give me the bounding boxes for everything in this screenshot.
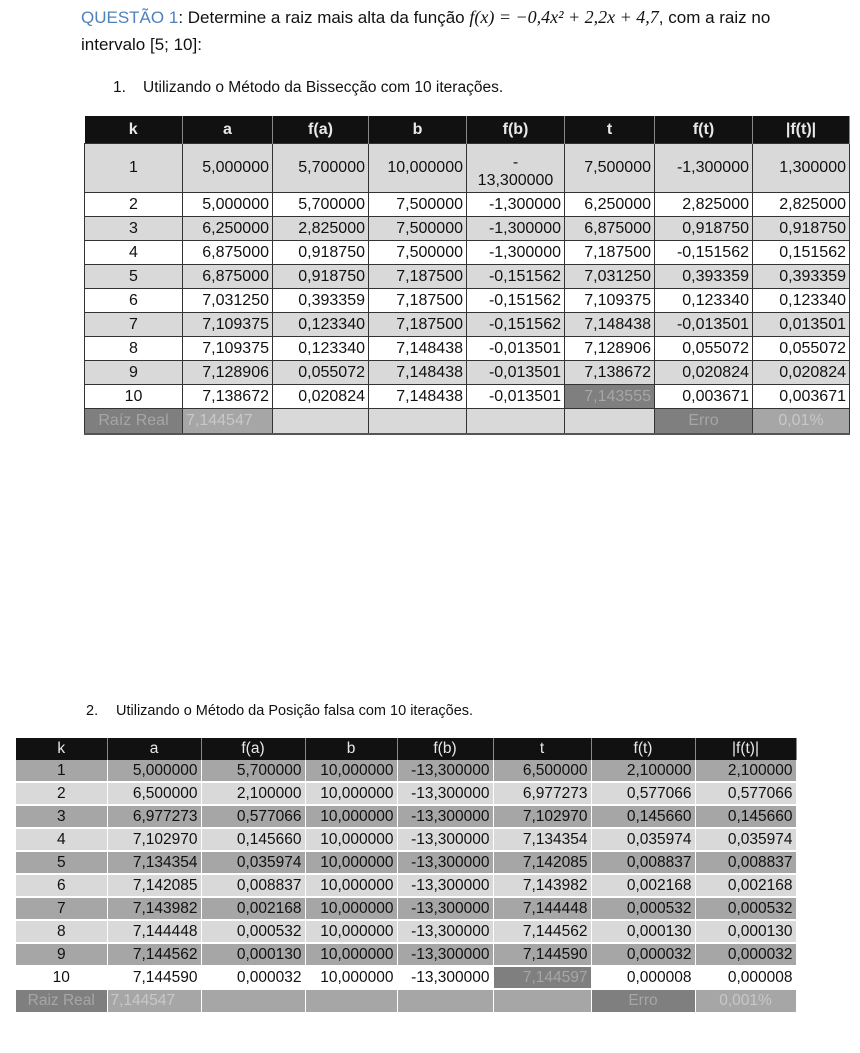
footer-error-value: 0,01% — [753, 409, 850, 435]
item-label: Utilizando o Método da Posição falsa com 10 iterações. — [116, 703, 474, 719]
cell-fa: 5,700000 — [273, 144, 369, 193]
table-row — [16, 874, 796, 897]
header-t: t — [565, 116, 655, 144]
cell-abs-ft: 0,003671 — [753, 385, 850, 409]
header-fb: f(b) — [397, 738, 493, 760]
cell-ft: 0,393359 — [655, 265, 753, 289]
bisection-table — [84, 116, 850, 435]
table-row — [85, 193, 850, 217]
footer-empty — [565, 409, 655, 435]
header-abs-ft: |f(t)| — [695, 738, 796, 760]
cell-ft: 0,002168 — [591, 874, 695, 897]
cell-ft: -0,013501 — [655, 313, 753, 337]
footer-error-value: 0,001% — [695, 989, 796, 1013]
cell-b: 10,000000 — [305, 760, 397, 782]
table-row — [16, 966, 796, 989]
cell-fb: -1,300000 — [467, 241, 565, 265]
cell-ft: 0,055072 — [655, 337, 753, 361]
cell-fb: -13,300000 — [397, 943, 493, 966]
cell-k: 10 — [16, 966, 107, 989]
cell-fa: 0,918750 — [273, 265, 369, 289]
cell-abs-ft: 0,020824 — [753, 361, 850, 385]
cell-fb: -13,300000 — [397, 760, 493, 782]
cell-b: 10,000000 — [305, 828, 397, 851]
cell-k: 6 — [16, 874, 107, 897]
cell-fa: 0,123340 — [273, 337, 369, 361]
cell-a: 6,500000 — [107, 782, 201, 805]
cell-b: 7,500000 — [369, 241, 467, 265]
cell-a: 6,250000 — [183, 217, 273, 241]
cell-k: 2 — [16, 782, 107, 805]
cell-t: 6,500000 — [493, 760, 591, 782]
cell-t: 7,500000 — [565, 144, 655, 193]
cell-a: 5,000000 — [183, 144, 273, 193]
table-row — [16, 920, 796, 943]
cell-fb: -1,300000 — [467, 217, 565, 241]
cell-fa: 0,393359 — [273, 289, 369, 313]
cell-b: 7,148438 — [369, 337, 467, 361]
cell-fa: 0,123340 — [273, 313, 369, 337]
cell-ft: -1,300000 — [655, 144, 753, 193]
cell-t: 7,109375 — [565, 289, 655, 313]
cell-abs-ft: 0,000032 — [695, 943, 796, 966]
cell-k: 7 — [85, 313, 183, 337]
footer-empty — [467, 409, 565, 435]
cell-a: 5,000000 — [183, 193, 273, 217]
cell-fa: 0,008837 — [201, 874, 305, 897]
cell-b: 10,000000 — [305, 966, 397, 989]
cell-t: 7,144590 — [493, 943, 591, 966]
cell-t: 7,144597 — [493, 966, 591, 989]
footer-empty — [273, 409, 369, 435]
question-statement — [81, 4, 851, 58]
cell-k: 9 — [85, 361, 183, 385]
cell-k: 5 — [85, 265, 183, 289]
cell-fa: 0,020824 — [273, 385, 369, 409]
table-row — [16, 805, 796, 828]
footer-error-label: Erro — [655, 409, 753, 435]
question-interval: intervalo [5; 10]: — [81, 35, 202, 54]
header-ft: f(t) — [655, 116, 753, 144]
table-row — [85, 144, 850, 193]
cell-fb: -0,151562 — [467, 313, 565, 337]
cell-ft: 0,145660 — [591, 805, 695, 828]
cell-t: 7,138672 — [565, 361, 655, 385]
cell-ft: 0,123340 — [655, 289, 753, 313]
cell-fb: -13,300000 — [397, 805, 493, 828]
cell-t: 7,143555 — [565, 385, 655, 409]
cell-fb: -0,151562 — [467, 289, 565, 313]
item-label: Utilizando o Método da Bissecção com 10 iterações. — [143, 79, 504, 96]
cell-fb: -0,151562 — [467, 265, 565, 289]
cell-k: 10 — [85, 385, 183, 409]
table-row — [85, 289, 850, 313]
cell-b: 7,148438 — [369, 361, 467, 385]
table-row — [85, 313, 850, 337]
cell-k: 8 — [16, 920, 107, 943]
cell-abs-ft: 0,035974 — [695, 828, 796, 851]
header-fa: f(a) — [273, 116, 369, 144]
item-false-position — [86, 703, 473, 719]
cell-t: 6,250000 — [565, 193, 655, 217]
footer-empty — [201, 989, 305, 1013]
cell-ft: 0,035974 — [591, 828, 695, 851]
cell-b: 10,000000 — [305, 782, 397, 805]
footer-empty — [305, 989, 397, 1013]
cell-abs-ft: 2,825000 — [753, 193, 850, 217]
cell-k: 4 — [16, 828, 107, 851]
cell-abs-ft: 0,008837 — [695, 851, 796, 874]
question-heading: QUESTÃO 1 — [81, 8, 179, 27]
footer-label: Raiz Real — [16, 989, 107, 1013]
cell-k: 6 — [85, 289, 183, 313]
cell-k: 1 — [16, 760, 107, 782]
cell-fb: -0,013501 — [467, 385, 565, 409]
cell-t: 7,031250 — [565, 265, 655, 289]
cell-t: 7,128906 — [565, 337, 655, 361]
cell-b: 10,000000 — [305, 897, 397, 920]
cell-a: 6,875000 — [183, 241, 273, 265]
cell-t: 7,148438 — [565, 313, 655, 337]
cell-abs-ft: 0,000008 — [695, 966, 796, 989]
cell-fb: -0,013501 — [467, 337, 565, 361]
cell-k: 1 — [85, 144, 183, 193]
cell-fa: 0,145660 — [201, 828, 305, 851]
cell-a: 6,977273 — [107, 805, 201, 828]
cell-fa: 0,002168 — [201, 897, 305, 920]
cell-fa: 0,000032 — [201, 966, 305, 989]
item-bisection — [113, 79, 503, 97]
cell-t: 7,102970 — [493, 805, 591, 828]
table-row — [85, 265, 850, 289]
cell-a: 6,875000 — [183, 265, 273, 289]
cell-b: 10,000000 — [369, 144, 467, 193]
cell-abs-ft: 0,393359 — [753, 265, 850, 289]
cell-fa: 0,577066 — [201, 805, 305, 828]
cell-t: 7,143982 — [493, 874, 591, 897]
cell-b: 10,000000 — [305, 920, 397, 943]
cell-a: 7,144448 — [107, 920, 201, 943]
header-fa: f(a) — [201, 738, 305, 760]
table-row — [16, 782, 796, 805]
table-row — [16, 943, 796, 966]
header-a: a — [107, 738, 201, 760]
cell-fb: -1,300000 — [467, 193, 565, 217]
cell-ft: 0,020824 — [655, 361, 753, 385]
cell-fa: 0,000130 — [201, 943, 305, 966]
cell-a: 7,144590 — [107, 966, 201, 989]
footer-root-value: 7,144547 — [183, 409, 273, 435]
function-expression: f(x) = −0,4x² + 2,2x + 4,7 — [469, 7, 659, 27]
question-text: : Determine a raiz mais alta da função — [178, 8, 470, 27]
cell-a: 7,138672 — [183, 385, 273, 409]
cell-abs-ft: 0,151562 — [753, 241, 850, 265]
cell-fb: -13,300000 — [397, 828, 493, 851]
cell-abs-ft: 0,145660 — [695, 805, 796, 828]
cell-abs-ft: 0,000130 — [695, 920, 796, 943]
cell-abs-ft: 0,577066 — [695, 782, 796, 805]
cell-b: 10,000000 — [305, 805, 397, 828]
header-a: a — [183, 116, 273, 144]
header-k: k — [16, 738, 107, 760]
cell-b: 7,187500 — [369, 289, 467, 313]
footer-row — [85, 409, 850, 435]
cell-t: 6,977273 — [493, 782, 591, 805]
cell-a: 5,000000 — [107, 760, 201, 782]
cell-abs-ft: 0,918750 — [753, 217, 850, 241]
cell-k: 8 — [85, 337, 183, 361]
cell-b: 7,187500 — [369, 313, 467, 337]
cell-b: 7,500000 — [369, 217, 467, 241]
cell-fa: 0,918750 — [273, 241, 369, 265]
cell-t: 7,144562 — [493, 920, 591, 943]
cell-b: 7,500000 — [369, 193, 467, 217]
cell-fa: 0,035974 — [201, 851, 305, 874]
cell-b: 10,000000 — [305, 943, 397, 966]
cell-sign: - — [512, 154, 519, 171]
header-b: b — [305, 738, 397, 760]
cell-fb: -13,300000 — [397, 897, 493, 920]
cell-fa: 2,825000 — [273, 217, 369, 241]
footer-row — [16, 989, 796, 1013]
cell-a: 7,109375 — [183, 337, 273, 361]
table-row — [85, 217, 850, 241]
header-fb: f(b) — [467, 116, 565, 144]
cell-fa: 2,100000 — [201, 782, 305, 805]
table-row — [85, 241, 850, 265]
cell-b: 7,148438 — [369, 385, 467, 409]
cell-abs-ft: 0,055072 — [753, 337, 850, 361]
cell-a: 7,134354 — [107, 851, 201, 874]
cell-k: 7 — [16, 897, 107, 920]
cell-abs-ft: 1,300000 — [753, 144, 850, 193]
cell-ft: 0,003671 — [655, 385, 753, 409]
table-row — [85, 385, 850, 409]
cell-a: 7,109375 — [183, 313, 273, 337]
cell-t: 7,187500 — [565, 241, 655, 265]
cell-value: 13,300000 — [477, 172, 554, 189]
table-row — [16, 851, 796, 874]
cell-a: 7,143982 — [107, 897, 201, 920]
cell-a: 7,142085 — [107, 874, 201, 897]
cell-a: 7,128906 — [183, 361, 273, 385]
cell-b: 10,000000 — [305, 874, 397, 897]
cell-k: 4 — [85, 241, 183, 265]
cell-ft: 0,000532 — [591, 897, 695, 920]
cell-ft: 0,000032 — [591, 943, 695, 966]
cell-fb: -13,300000 — [397, 782, 493, 805]
footer-empty — [493, 989, 591, 1013]
header-k: k — [85, 116, 183, 144]
cell-fa: 0,000532 — [201, 920, 305, 943]
table-row — [16, 828, 796, 851]
item-number: 1. — [113, 79, 126, 96]
cell-ft: 0,577066 — [591, 782, 695, 805]
cell-ft: 2,100000 — [591, 760, 695, 782]
cell-k: 5 — [16, 851, 107, 874]
cell-k: 3 — [16, 805, 107, 828]
cell-ft: 0,918750 — [655, 217, 753, 241]
cell-ft: -0,151562 — [655, 241, 753, 265]
cell-fb: -13,300000 — [397, 966, 493, 989]
table-row — [85, 361, 850, 385]
item-number: 2. — [86, 703, 99, 719]
header-ft: f(t) — [591, 738, 695, 760]
cell-abs-ft: 0,123340 — [753, 289, 850, 313]
false-position-table — [16, 738, 797, 1014]
header-abs-ft: |f(t)| — [753, 116, 850, 144]
question-text-end: , com a raiz no — [658, 8, 771, 27]
cell-k: 9 — [16, 943, 107, 966]
cell-ft: 0,008837 — [591, 851, 695, 874]
footer-empty — [397, 989, 493, 1013]
cell-ft: 2,825000 — [655, 193, 753, 217]
cell-a: 7,031250 — [183, 289, 273, 313]
footer-empty — [369, 409, 467, 435]
cell-a: 7,102970 — [107, 828, 201, 851]
cell-t: 6,875000 — [565, 217, 655, 241]
cell-k: 2 — [85, 193, 183, 217]
cell-fb: -13,300000 — [397, 874, 493, 897]
cell-b: 7,187500 — [369, 265, 467, 289]
cell-fa: 5,700000 — [201, 760, 305, 782]
table-row — [16, 897, 796, 920]
cell-abs-ft: 2,100000 — [695, 760, 796, 782]
cell-ft: 0,000008 — [591, 966, 695, 989]
cell-abs-ft: 0,013501 — [753, 313, 850, 337]
cell-ft: 0,000130 — [591, 920, 695, 943]
cell-fa: 0,055072 — [273, 361, 369, 385]
table-row — [16, 760, 796, 782]
cell-fb — [467, 144, 565, 193]
cell-fb: -13,300000 — [397, 920, 493, 943]
footer-error-label: Erro — [591, 989, 695, 1013]
cell-k: 3 — [85, 217, 183, 241]
cell-abs-ft: 0,000532 — [695, 897, 796, 920]
header-b: b — [369, 116, 467, 144]
cell-t: 7,134354 — [493, 828, 591, 851]
footer-root-value: 7,144547 — [107, 989, 201, 1013]
cell-fb: -0,013501 — [467, 361, 565, 385]
cell-a: 7,144562 — [107, 943, 201, 966]
header-t: t — [493, 738, 591, 760]
table-row — [85, 337, 850, 361]
cell-b: 10,000000 — [305, 851, 397, 874]
cell-t: 7,142085 — [493, 851, 591, 874]
cell-abs-ft: 0,002168 — [695, 874, 796, 897]
cell-fb: -13,300000 — [397, 851, 493, 874]
footer-label: Raíz Real — [85, 409, 183, 435]
cell-fa: 5,700000 — [273, 193, 369, 217]
cell-t: 7,144448 — [493, 897, 591, 920]
